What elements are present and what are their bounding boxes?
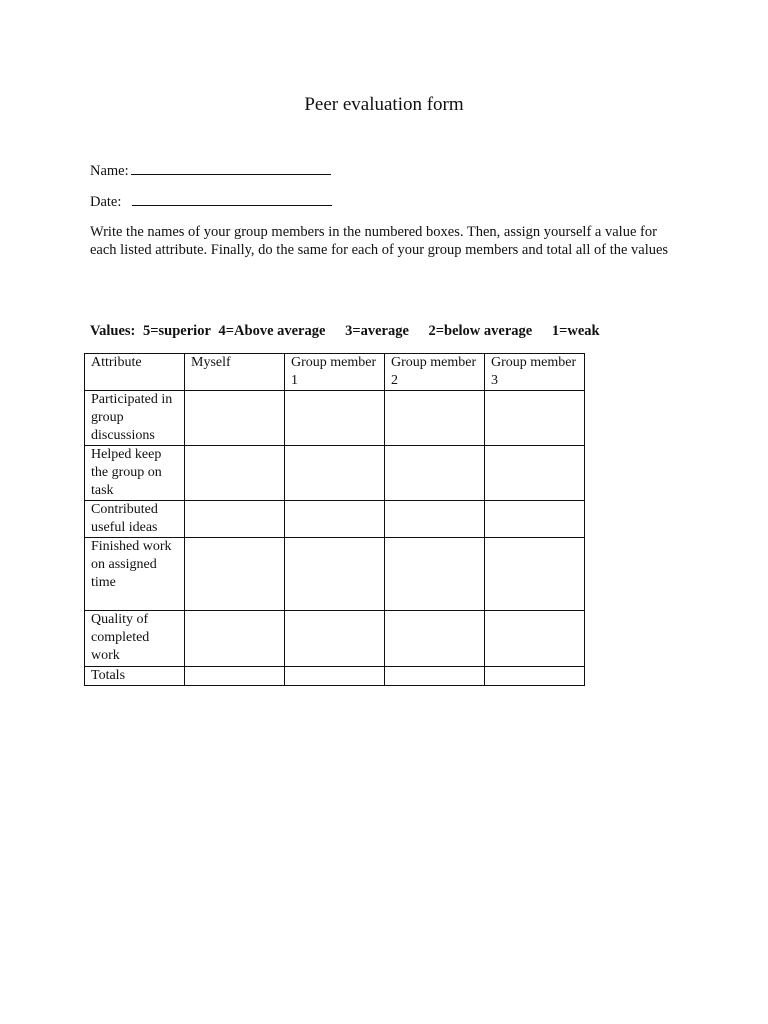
total-cell-member-3[interactable] (485, 667, 585, 686)
score-cell-myself[interactable] (185, 611, 285, 667)
header-attribute: Attribute (85, 354, 185, 391)
totals-row (85, 667, 585, 686)
score-cell-member-2[interactable] (385, 391, 485, 446)
totals-label: Totals (85, 667, 185, 686)
value-2: 2=below average (428, 323, 533, 339)
value-4: 4=Above average (218, 323, 326, 339)
table-row (85, 501, 585, 538)
table-row (85, 611, 585, 667)
value-3: 3=average (345, 323, 409, 339)
score-cell-member-3[interactable] (485, 538, 585, 611)
date-field (90, 192, 332, 211)
date-label: Date: (90, 194, 122, 210)
values-legend (90, 322, 600, 340)
score-cell-member-3[interactable] (485, 611, 585, 667)
score-cell-member-3[interactable] (485, 446, 585, 501)
score-cell-member-3[interactable] (485, 501, 585, 538)
attribute-label: Contributed useful ideas (85, 501, 185, 538)
value-1: 1=weak (551, 323, 600, 339)
score-cell-member-1[interactable] (285, 538, 385, 611)
name-field (90, 161, 331, 180)
table-row (85, 446, 585, 501)
score-cell-member-2[interactable] (385, 501, 485, 538)
score-cell-myself[interactable] (185, 446, 285, 501)
table-row (85, 538, 585, 611)
instructions-text: Write the names of your group members in the numbered boxes. Then, assign yourself a value for each listed attribute. Finally, do the same for each of your group members and total all of the values (90, 224, 669, 258)
header-group-member-1: Group member 1 (285, 354, 385, 391)
values-prefix: Values: (90, 323, 136, 339)
name-label: Name: (90, 163, 129, 179)
attribute-label: Quality of completed work (85, 611, 185, 667)
score-cell-member-2[interactable] (385, 446, 485, 501)
score-cell-member-1[interactable] (285, 391, 385, 446)
page-title: Peer evaluation form (304, 94, 464, 115)
header-myself: Myself (185, 354, 285, 391)
score-cell-member-2[interactable] (385, 538, 485, 611)
table-row (85, 391, 585, 446)
total-cell-myself[interactable] (185, 667, 285, 686)
score-cell-member-1[interactable] (285, 446, 385, 501)
score-cell-myself[interactable] (185, 501, 285, 538)
evaluation-table (84, 353, 585, 686)
score-cell-member-2[interactable] (385, 611, 485, 667)
total-cell-member-2[interactable] (385, 667, 485, 686)
attribute-label: Finished work on assigned time (85, 538, 185, 611)
attribute-label: Participated in group discussions (85, 391, 185, 446)
name-blank-line[interactable] (131, 161, 331, 175)
total-cell-member-1[interactable] (285, 667, 385, 686)
date-blank-line[interactable] (132, 192, 332, 206)
header-group-member-2: Group member 2 (385, 354, 485, 391)
value-5: 5=superior (143, 323, 211, 339)
score-cell-myself[interactable] (185, 391, 285, 446)
attribute-label: Helped keep the group on task (85, 446, 185, 501)
score-cell-member-1[interactable] (285, 501, 385, 538)
score-cell-member-3[interactable] (485, 391, 585, 446)
header-group-member-3: Group member 3 (485, 354, 585, 391)
score-cell-member-1[interactable] (285, 611, 385, 667)
score-cell-myself[interactable] (185, 538, 285, 611)
table-header-row (85, 354, 585, 391)
